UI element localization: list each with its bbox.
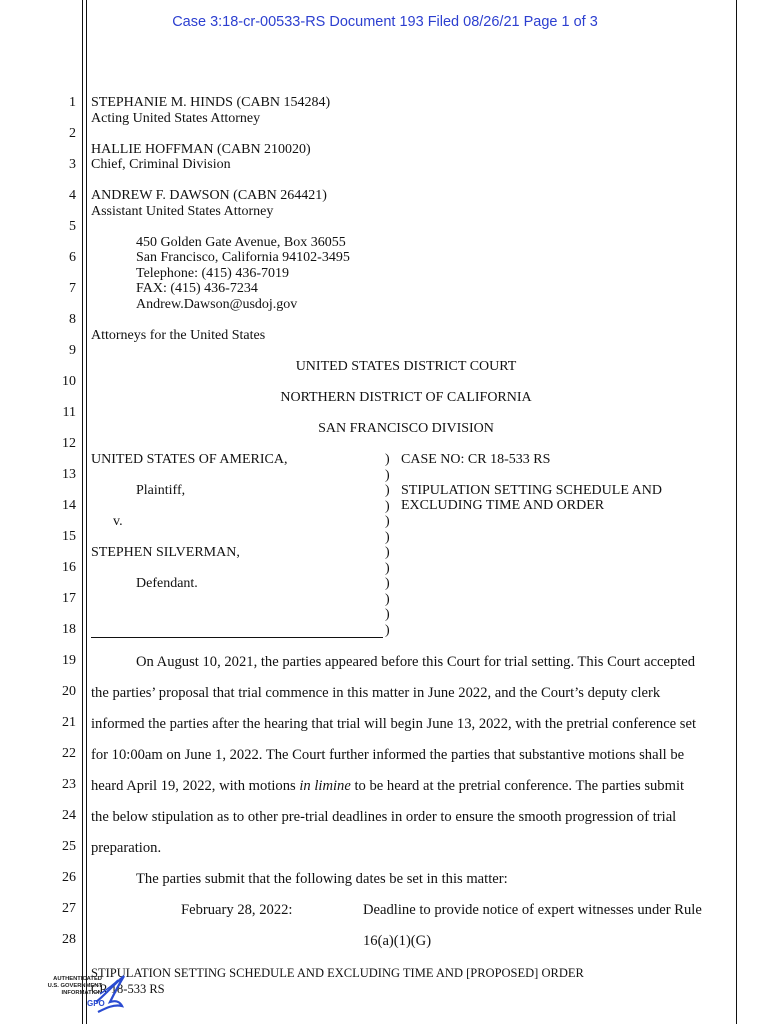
body-line-21: informed the parties after the hearing that trial will begin June 13, 2022, with the pretrial conference set xyxy=(91,716,697,732)
schedule-deadline-1-cont: 16(a)(1)(G) xyxy=(363,933,432,949)
gpo-authentication-seal xyxy=(40,972,130,1018)
case-number: CASE NO: CR 18-533 RS xyxy=(401,452,551,467)
line-number: 13 xyxy=(62,467,76,482)
counsel-line-5: ANDREW F. DAWSON (CABN 264421) xyxy=(91,188,327,203)
eagle-logo-icon xyxy=(90,972,130,1016)
telephone: Telephone: (415) 436-7019 xyxy=(136,266,289,281)
line-number: 27 xyxy=(62,901,76,916)
line-number: 3 xyxy=(69,157,76,172)
body-line-19: On August 10, 2021, the parties appeared before this Court for trial setting. This Court accepted xyxy=(136,654,696,670)
caption-paren: ) xyxy=(385,529,390,545)
schedule-date-1: February 28, 2022: xyxy=(181,902,293,918)
line-number: 4 xyxy=(69,188,76,203)
footer-case-number: CR 18-533 RS xyxy=(91,982,165,996)
counsel-line-1: STEPHANIE M. HINDS (CABN 154284) xyxy=(91,95,331,110)
line-number: 12 xyxy=(62,436,76,451)
body-line-24: the below stipulation as to other pre-trial deadlines in order to ensure the smooth progression of trial xyxy=(91,809,677,825)
caption-defendant-label: Defendant. xyxy=(136,576,198,591)
seal-gpo-label: GPO xyxy=(87,999,105,1008)
caption-plaintiff-label: Plaintiff, xyxy=(136,483,186,498)
address-line-2: San Francisco, California 94102-3495 xyxy=(136,250,350,265)
line-number: 17 xyxy=(62,591,76,606)
counsel-line-6: Assistant United States Attorney xyxy=(91,204,274,219)
line-number: 6 xyxy=(69,250,76,265)
seal-text-2: U.S. GOVERNMENT xyxy=(47,983,102,989)
body-text: to be heard at the pretrial conference. The parties submit xyxy=(350,778,685,794)
right-margin-rule xyxy=(736,0,737,1024)
seal-text-1: AUTHENTICATED xyxy=(53,976,102,982)
address-line-1: 450 Golden Gate Avenue, Box 36055 xyxy=(136,235,346,250)
caption-underline xyxy=(91,637,383,638)
line-number: 10 xyxy=(62,374,76,389)
line-number: 16 xyxy=(62,560,76,575)
line-number: 2 xyxy=(69,126,76,141)
caption-paren: ) xyxy=(385,514,390,529)
caption-paren: ) xyxy=(385,498,390,514)
court-name: UNITED STATES DISTRICT COURT xyxy=(295,359,517,374)
line-number: 8 xyxy=(69,312,76,327)
document-title-line-1: STIPULATION SETTING SCHEDULE AND xyxy=(401,483,662,498)
line-number: 5 xyxy=(69,219,76,234)
line-number: 21 xyxy=(62,715,76,730)
body-line-20: the parties’ proposal that trial commence in this matter in June 2022, and the Court’s deputy clerk xyxy=(91,685,661,701)
caption-versus: v. xyxy=(113,514,123,529)
line-number: 26 xyxy=(62,870,76,885)
left-margin-rule-inner xyxy=(86,0,87,1024)
caption-paren: ) xyxy=(385,560,390,576)
line-number: 19 xyxy=(62,653,76,668)
caption-paren: ) xyxy=(385,467,390,483)
line-number: 24 xyxy=(62,808,76,823)
caption-paren: ) xyxy=(385,452,390,467)
seal-text-3: INFORMATION xyxy=(61,990,102,996)
counsel-line-2: Acting United States Attorney xyxy=(91,111,261,126)
line-number: 11 xyxy=(62,405,76,420)
body-line-26: The parties submit that the following dates be set in this matter: xyxy=(136,871,508,887)
body-line-25: preparation. xyxy=(91,840,162,856)
body-line-22: for 10:00am on June 1, 2022. The Court further informed the parties that substantive motions shall be xyxy=(91,747,685,763)
caption-defendant: STEPHEN SILVERMAN, xyxy=(91,545,240,560)
line-number: 9 xyxy=(69,343,76,358)
schedule-deadline-1: Deadline to provide notice of expert witnesses under Rule xyxy=(363,902,702,918)
court-division: SAN FRANCISCO DIVISION xyxy=(318,421,494,436)
caption-paren: ) xyxy=(385,483,390,498)
line-number: 23 xyxy=(62,777,76,792)
caption-paren: ) xyxy=(385,591,390,607)
line-number: 22 xyxy=(62,746,76,761)
body-text: heard April 19, 2022, with motions xyxy=(91,778,300,794)
footer-title: STIPULATION SETTING SCHEDULE AND EXCLUDING TIME AND [PROPOSED] ORDER xyxy=(91,966,584,980)
line-number: 18 xyxy=(62,622,76,637)
email: Andrew.Dawson@usdoj.gov xyxy=(136,297,298,312)
counsel-line-3: HALLIE HOFFMAN (CABN 210020) xyxy=(91,142,311,157)
document-header: Case 3:18-cr-00533-RS Document 193 Filed 08/26/21 Page 1 of 3 xyxy=(172,14,598,30)
body-line-23 xyxy=(91,778,684,795)
attorneys-for: Attorneys for the United States xyxy=(91,328,266,343)
line-number: 15 xyxy=(62,529,76,544)
line-number: 28 xyxy=(62,932,76,947)
caption-plaintiff: UNITED STATES OF AMERICA, xyxy=(91,452,288,467)
document-title-line-2: EXCLUDING TIME AND ORDER xyxy=(401,498,605,513)
fax: FAX: (415) 436-7234 xyxy=(136,281,258,296)
line-number: 14 xyxy=(62,498,76,513)
italic-term: in limine xyxy=(299,778,351,794)
line-number: 7 xyxy=(69,281,76,296)
line-number: 1 xyxy=(69,95,76,110)
line-number: 20 xyxy=(62,684,76,699)
court-district: NORTHERN DISTRICT OF CALIFORNIA xyxy=(280,390,532,405)
caption-paren: ) xyxy=(385,545,390,560)
left-margin-rule-outer xyxy=(82,0,83,1024)
caption-paren: ) xyxy=(385,622,390,638)
counsel-line-4: Chief, Criminal Division xyxy=(91,157,231,172)
line-number: 25 xyxy=(62,839,76,854)
caption-paren: ) xyxy=(385,576,390,591)
caption-paren: ) xyxy=(385,607,390,622)
